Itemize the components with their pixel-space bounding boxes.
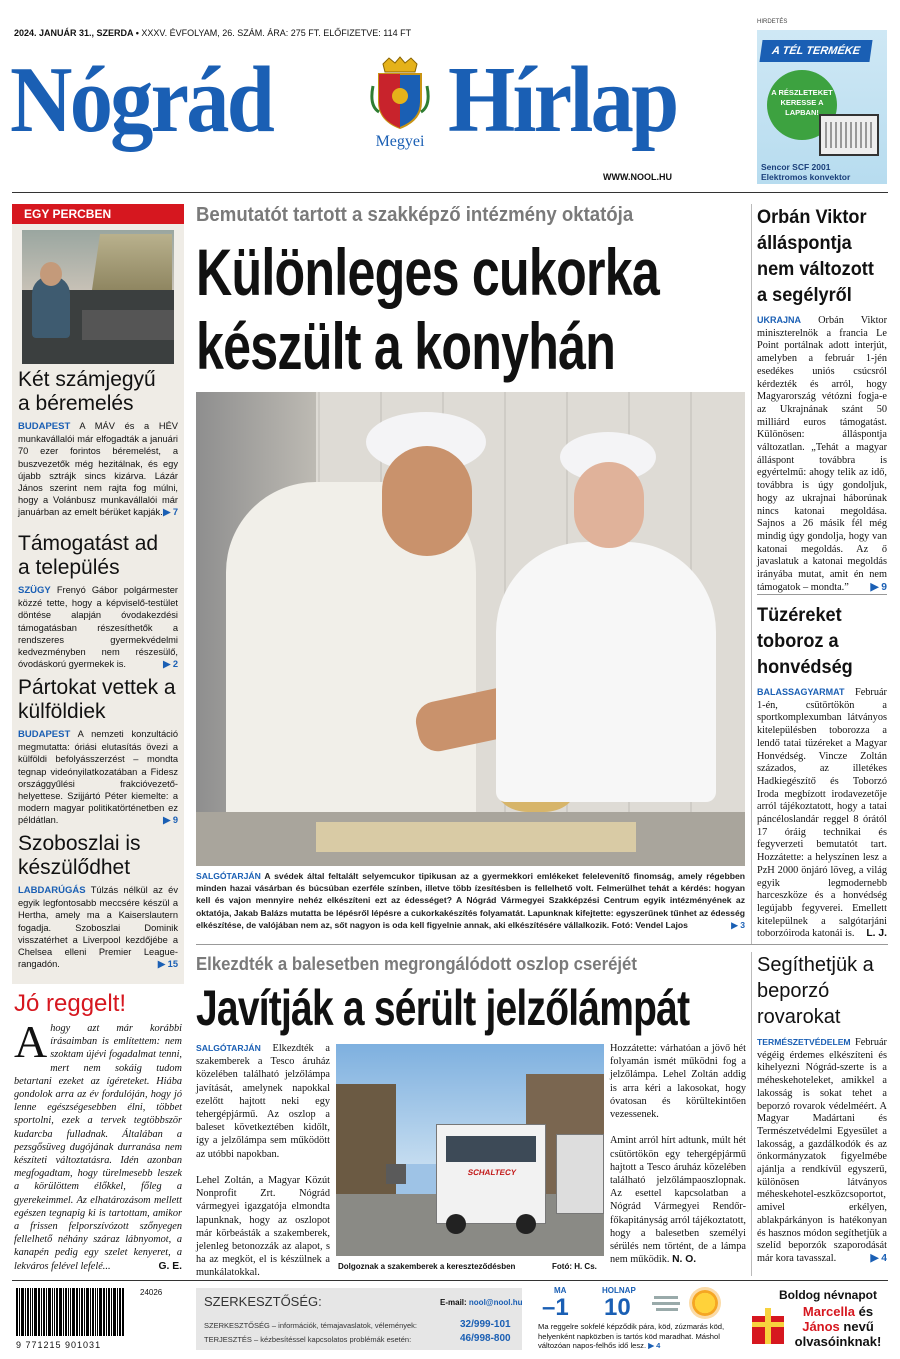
second-kicker: Elkezdték a balesetben megrongálódott oszlop cseréjét [196, 954, 637, 974]
right-story-text: Orbán Viktor miniszterelnök a francia Le Point portálnak adott interjút, amelyben a február 1-jén esedékes uniós csúcsról kérdezték és arról, hogy Magyarország vétózni fogja-e az Ukrajnának szánt 50 milliárd euros támogatást. Különösen: álláspontja változatlan. „Tehát a magyar álláspont továbbra is egyértelmű: ahogy telik az idő, továbbra is úgy gondoljuk, hogy az ukrajnai háborúnak nincs katonai megoldása. Sajnos a 26 másik fél még mindig úgy gondolja, hogy van katonai megoldás. Az ő javaslatuk a katonai megoldás irányába mutat, amit én nem támogatok – mondta.” [757, 315, 888, 593]
second-story-col1 [196, 1042, 330, 1280]
page-ref: ▶ 4 [648, 1341, 661, 1350]
page-ref: ▶ 2 [163, 659, 178, 670]
jo-reggelt-column [14, 1016, 182, 1273]
sidebar-photo-train-driver [22, 230, 174, 364]
main-photo-candy-makers [196, 392, 745, 866]
editorial-row-2: TERJESZTÉS – kézbesítéssel kapcsolatos problémák esetén: [204, 1335, 412, 1344]
right-story-text: Február 1-én, csütörtökön a sportkomplexumban látványos kitelepülésben toborozza a lendő tatai tüzéreket a Magyar Honvédség. Vincze Zoltán százados, az illetékes Hadkiegészítő és Toborzó Iroda megbízott irodavezetője arról tájékoztatott, hogy a tatai páncéloslandár reggel 8 órától 17 óráig technikai és fegyverzeti bemutatót tart. Hozzátette: a helyszínen lesz a PzH 2000 önjáró löveg, a világ egyik legmodernebb harceszköze és a honvédség legújabb fegyverei. Emellett kitelepülnek a salgótarjáni toborzóiroda katonái is. [757, 687, 887, 940]
sidebar-item-2[interactable] [18, 532, 178, 670]
main-headline-line2[interactable]: készült a konyhán [196, 309, 616, 383]
right-story-title: Orbán Viktor álláspontja nem változott a segélyről [757, 206, 874, 306]
ad-product-sub: Elektromos konvektor [761, 172, 851, 182]
sidebar-item-location: BUDAPEST [18, 421, 71, 432]
footer-rule [12, 1280, 888, 1281]
section-rule [196, 944, 888, 945]
nameday-title: Boldog névnapot [779, 1288, 877, 1302]
right-story-location: TERMÉSZETVÉDELEM [757, 1037, 851, 1047]
ad-box[interactable] [757, 30, 887, 184]
masthead-rule [12, 192, 888, 193]
column-rule [751, 204, 752, 944]
sidebar-item-text: A MÁV és a HÉV munkavállalói már elfogadták a januári 70 ezer forintos béremelést, a buszvezetők még hezitálnak, és egy újabb sztrájk sincs kizárva. Lázár János szerint nem rajta fog múlni, hogy a Volánbusz munkavállalói már januárban az emelt bérüket kapják. [18, 421, 178, 518]
main-headline-line1[interactable]: Különleges cukorka [196, 235, 659, 309]
page-ref: ▶ 9 [870, 581, 887, 593]
email-label: E-mail: [440, 1298, 467, 1307]
sidebar-item-title: Pártokat vettek a külföldiek [18, 676, 176, 723]
main-caption [196, 870, 745, 931]
sidebar-item-title: Támogatást ad a település [18, 532, 159, 579]
separator: • [135, 28, 142, 38]
signature: G. E. [158, 1260, 182, 1272]
sidebar-item-text: A nemzeti konzultáció megmutatta: óriási elutasítás övezi a külföldi befolyásszerzést – mondta tegnap videónyilatkozatában a Fidesz országgyűlési frakcióvezető-helyettese. Szijjártó Péter kiemelte: a modern magyar politikatörténetben ez példátlan. [18, 729, 179, 826]
editorial-label: SZERKESZTŐSÉG: [204, 1294, 322, 1309]
nameday-suffix: nevű olvasóinknak! [794, 1319, 882, 1349]
dateline-bar [14, 28, 411, 38]
sidebar-item-3[interactable] [18, 676, 178, 827]
sidebar-item-1[interactable] [18, 368, 178, 519]
crest [362, 56, 438, 156]
second-story-col2 [610, 1042, 746, 1266]
main-kicker: Bemutatót tartott a szakképző intézmény oktatója [196, 204, 634, 226]
sidebar-item-title: Szoboszlai is készülődhet [18, 832, 141, 879]
drop-cap: A [14, 1016, 48, 1067]
editorial-phone-1[interactable]: 32/999-101 [460, 1319, 511, 1330]
heater-icon [819, 114, 879, 156]
ad-bubble: A RÉSZLETEKET KERESSE A LAPBAN! [767, 70, 837, 140]
ad-headline: A TÉL TERMÉKE [759, 40, 872, 62]
sidebar-item-text: Túlzás nélkül az év egyik legfontosabb meccsére készül a Hertha, amely ma a Kaiserslautern fogadja. Szoboszlai Dominik visszatérhet a Liverpool kezdőjébe a Chelsea elleni Premier League-rangadón. [18, 885, 178, 970]
caption-text: A svédek által feltalált selyemcukor tipikusan az a gyermekkori emlékeket felelevenítő finomság, amely régebben minden hazai vásárban és búcsúban ezerféle színben, illetve több ízesítésben is fellelhető volt. Felmerülhet tehát a kérdés: hogyan kell és vajon mennyire nehéz elkészíteni ezt az édességet? A Nógrád Vármegyei Szakképzési Centrum egyik intézményének az oktatója, Jakab Balázs mutatta be lépésről lépésre a cukorkakészítés folyamatát. Lapunknak kifejtette: egyszerűnek tűnhet az édesség elkészítése, de valójában nem az, sőt nagyon is oda kell figyelnie annak, aki elkészítésére vállalkozik. [196, 871, 745, 930]
crest-label: Megyei [375, 133, 425, 150]
weather-description: Ma reggelre sokfelé képződik pára, köd, zúzmarás köd, helyenként napközben is tartós köd maradhat. Máshol változóan napos-felhős idő lesz. [538, 1322, 725, 1350]
right-story-location: UKRAJNA [757, 315, 802, 325]
weather-today-label: MA [554, 1286, 567, 1295]
second-story-text-1: Elkezdték a szakemberek a Tesco áruház közelében található jelzőlámpa javítását, amelynek napokkal ezelőtt hajtott neki egy tehergépjármű. Az oszlop a baleset következtében kidőlt, így a jelzőlámpa sem működött az utóbbi napokban. Lehel Zoltán, a Magyar Közút Nonprofit Zrt. Nógrád vármegyei igazgatója elmondta lapunknak, hogy az oszlopot már körbeásták a szakemberek, jelenleg betonozzák az alapot, s ha az megköt, el is készülnek a munkálatokkal. [196, 1043, 331, 1279]
email-address[interactable]: nool@nool.hu [468, 1298, 523, 1307]
second-story-text-2: Hozzátette: várhatóan a jövő hét folyamán ismét működni fog a jelzőlámpa. Lehel Zoltán addig is arra kéri a lakosokat, hogy óvatosan és körültekintően vezessenek. Amint arról hírt adtunk, múlt hét csütörtökön egy tehergépjármű hajtott a Tesco áruház közelében található jelzőlámpaoszlopnak. Az esettel kapcsolatban a Nógrád Vármegyei Rendőr-főkapitányság arról tájékoztatott, hogy a balesetben személyi sérülés nem történt, de a lámpa nem működik. [610, 1043, 746, 1266]
right-story-3[interactable] [757, 952, 887, 1266]
photo-credit: Fotó: Vendel Lajos [611, 919, 688, 930]
dateline: 2024. JANUÁR 31., SZERDA [14, 28, 134, 38]
sidebar-item-location: LABDARÚGÁS [18, 885, 86, 896]
jo-reggelt-text: hogy azt már korábbi írásaimban is említettem: nem szoktam újévi fogadalmat tenni, mert nem sokáig tudom betartani ezeket az ígéreteket. Hiába gondolok arra az év fordulóján, hogy jó lenne egészségesebben élni, többet sportolni, ezek a tervek tegtöbbször kudarcba fulladnak. Általában a pezsgősüveg dugójának durranása nem készíteti változtatásra. Idén azonban megfogadtam, hogy türelmesebb leszek a körülöttem élőkkel, főleg a gyerekeimmel. Az elhatározásom mellett egészen tegnapig ki is tartottam, amikor a frissen felporszívózott szőnyegen fellelhető néhány száraz lábnyomot, a kanapén pedig egy szelet kenyeret, a lekváros felével lefelé... [14, 1023, 182, 1272]
editorial-phone-2[interactable]: 46/998-800 [460, 1333, 511, 1344]
signature: N. O. [672, 1254, 697, 1266]
sidebar-item-location: SZÜGY [18, 585, 51, 596]
column-rule-2 [751, 952, 752, 1276]
nameday-and: és [858, 1304, 874, 1319]
sun-icon [692, 1290, 718, 1316]
issue-info: XXXV. ÉVFOLYAM, 26. SZÁM. ÁRA: 275 FT. ELŐFIZETVE: 114 FT [141, 28, 412, 38]
weather-text [538, 1322, 746, 1351]
truck-logo: SCHALTECY [467, 1168, 517, 1177]
weather-today-temp: –1 [542, 1294, 569, 1321]
sidebar-header: EGY PERCBEN [12, 204, 184, 224]
page-ref: ▶ 3 [731, 919, 745, 930]
nameday-name-2: János [802, 1319, 840, 1334]
second-photo-truck [336, 1044, 604, 1256]
weather-tomorrow-temp: 10 [604, 1294, 631, 1321]
email-row[interactable] [440, 1298, 522, 1307]
ad-label: HIRDETÉS [757, 19, 788, 25]
county-crest-icon [369, 56, 431, 130]
jo-reggelt-title: Jó reggelt! [14, 990, 127, 1017]
editorial-row-1: SZERKESZTŐSÉG – információk, témajavaslatok, vélemények: [204, 1321, 417, 1330]
second-photo-credit: Fotó: H. Cs. [552, 1262, 597, 1271]
page-ref: ▶ 9 [163, 815, 178, 826]
sidebar-item-title: Két számjegyű a béremelés [18, 368, 156, 415]
right-story-title: Segíthetjük a beporzó rovarokat [757, 954, 874, 1028]
second-photo-caption: Dolgoznak a szakemberek a kereszteződésben [338, 1262, 516, 1271]
barcode-number: 9 771215 901031 [16, 1340, 102, 1350]
second-headline[interactable]: Javítják a sérült jelzőlámpát [196, 980, 690, 1036]
nameday-name-1: Marcella [802, 1304, 855, 1319]
page-ref: ▶ 4 [870, 1252, 887, 1264]
issue-code: 24026 [140, 1288, 163, 1297]
sidebar-item-text: Frenyó Gábor polgármester közzé tette, hogy a képviselő-testület döntése alapján óvodakezdési támogatásban részesíthetők a rendszeres gyermekvédelmi kedvezményben nem részesülő, óvodáskorú gyermekek is. [18, 585, 178, 670]
sidebar-item-4[interactable] [18, 832, 178, 970]
gift-icon [752, 1308, 784, 1344]
right-rule-1 [757, 594, 887, 595]
page-ref: ▶ 7 [163, 507, 178, 518]
right-story-text: Február végéig érdemes elkészíteni és kihelyezni Nógrád-szerte is a méheskehoteleket, amikkel a lakosság is sokat tehet a beporzó rovarok védelméért. A Magyar Madártani és Természetvédelmi Egyesület a lakosság, a gazdálkodók és az önkormányzatok figyelmébe ajánlja a rendkívül egyszerű, különösen látványos méheskehotel-eszközcsoportot, amivel erkélyen, ablakpárkányon is hatékonyan és hasznos módon segíthetjük a szelíd beporzók szaporodását már kora tavasszal. [757, 1037, 887, 1264]
fog-icon [652, 1292, 680, 1312]
caption-location: SALGÓTARJÁN [196, 871, 261, 881]
nameday-box [752, 1286, 888, 1352]
second-story-location: SALGÓTARJÁN [196, 1043, 261, 1053]
sidebar-item-location: BUDAPEST [18, 729, 71, 740]
website[interactable]: WWW.NOOL.HU [603, 172, 672, 182]
page-ref: ▶ 15 [157, 959, 178, 970]
right-story-title: Tüzéreket toboroz a honvédség [757, 604, 853, 678]
ad-product: Sencor SCF 2001 [761, 162, 831, 172]
masthead-title-left: Nógrád [10, 48, 273, 152]
masthead-title-right: Hírlap [448, 48, 677, 152]
weather-tomorrow-label: HOLNAP [602, 1286, 636, 1295]
right-story-1[interactable] [757, 204, 887, 594]
right-story-2[interactable] [757, 602, 887, 941]
signature: L. J. [866, 928, 887, 940]
right-story-location: BALASSAGYARMAT [757, 687, 845, 697]
